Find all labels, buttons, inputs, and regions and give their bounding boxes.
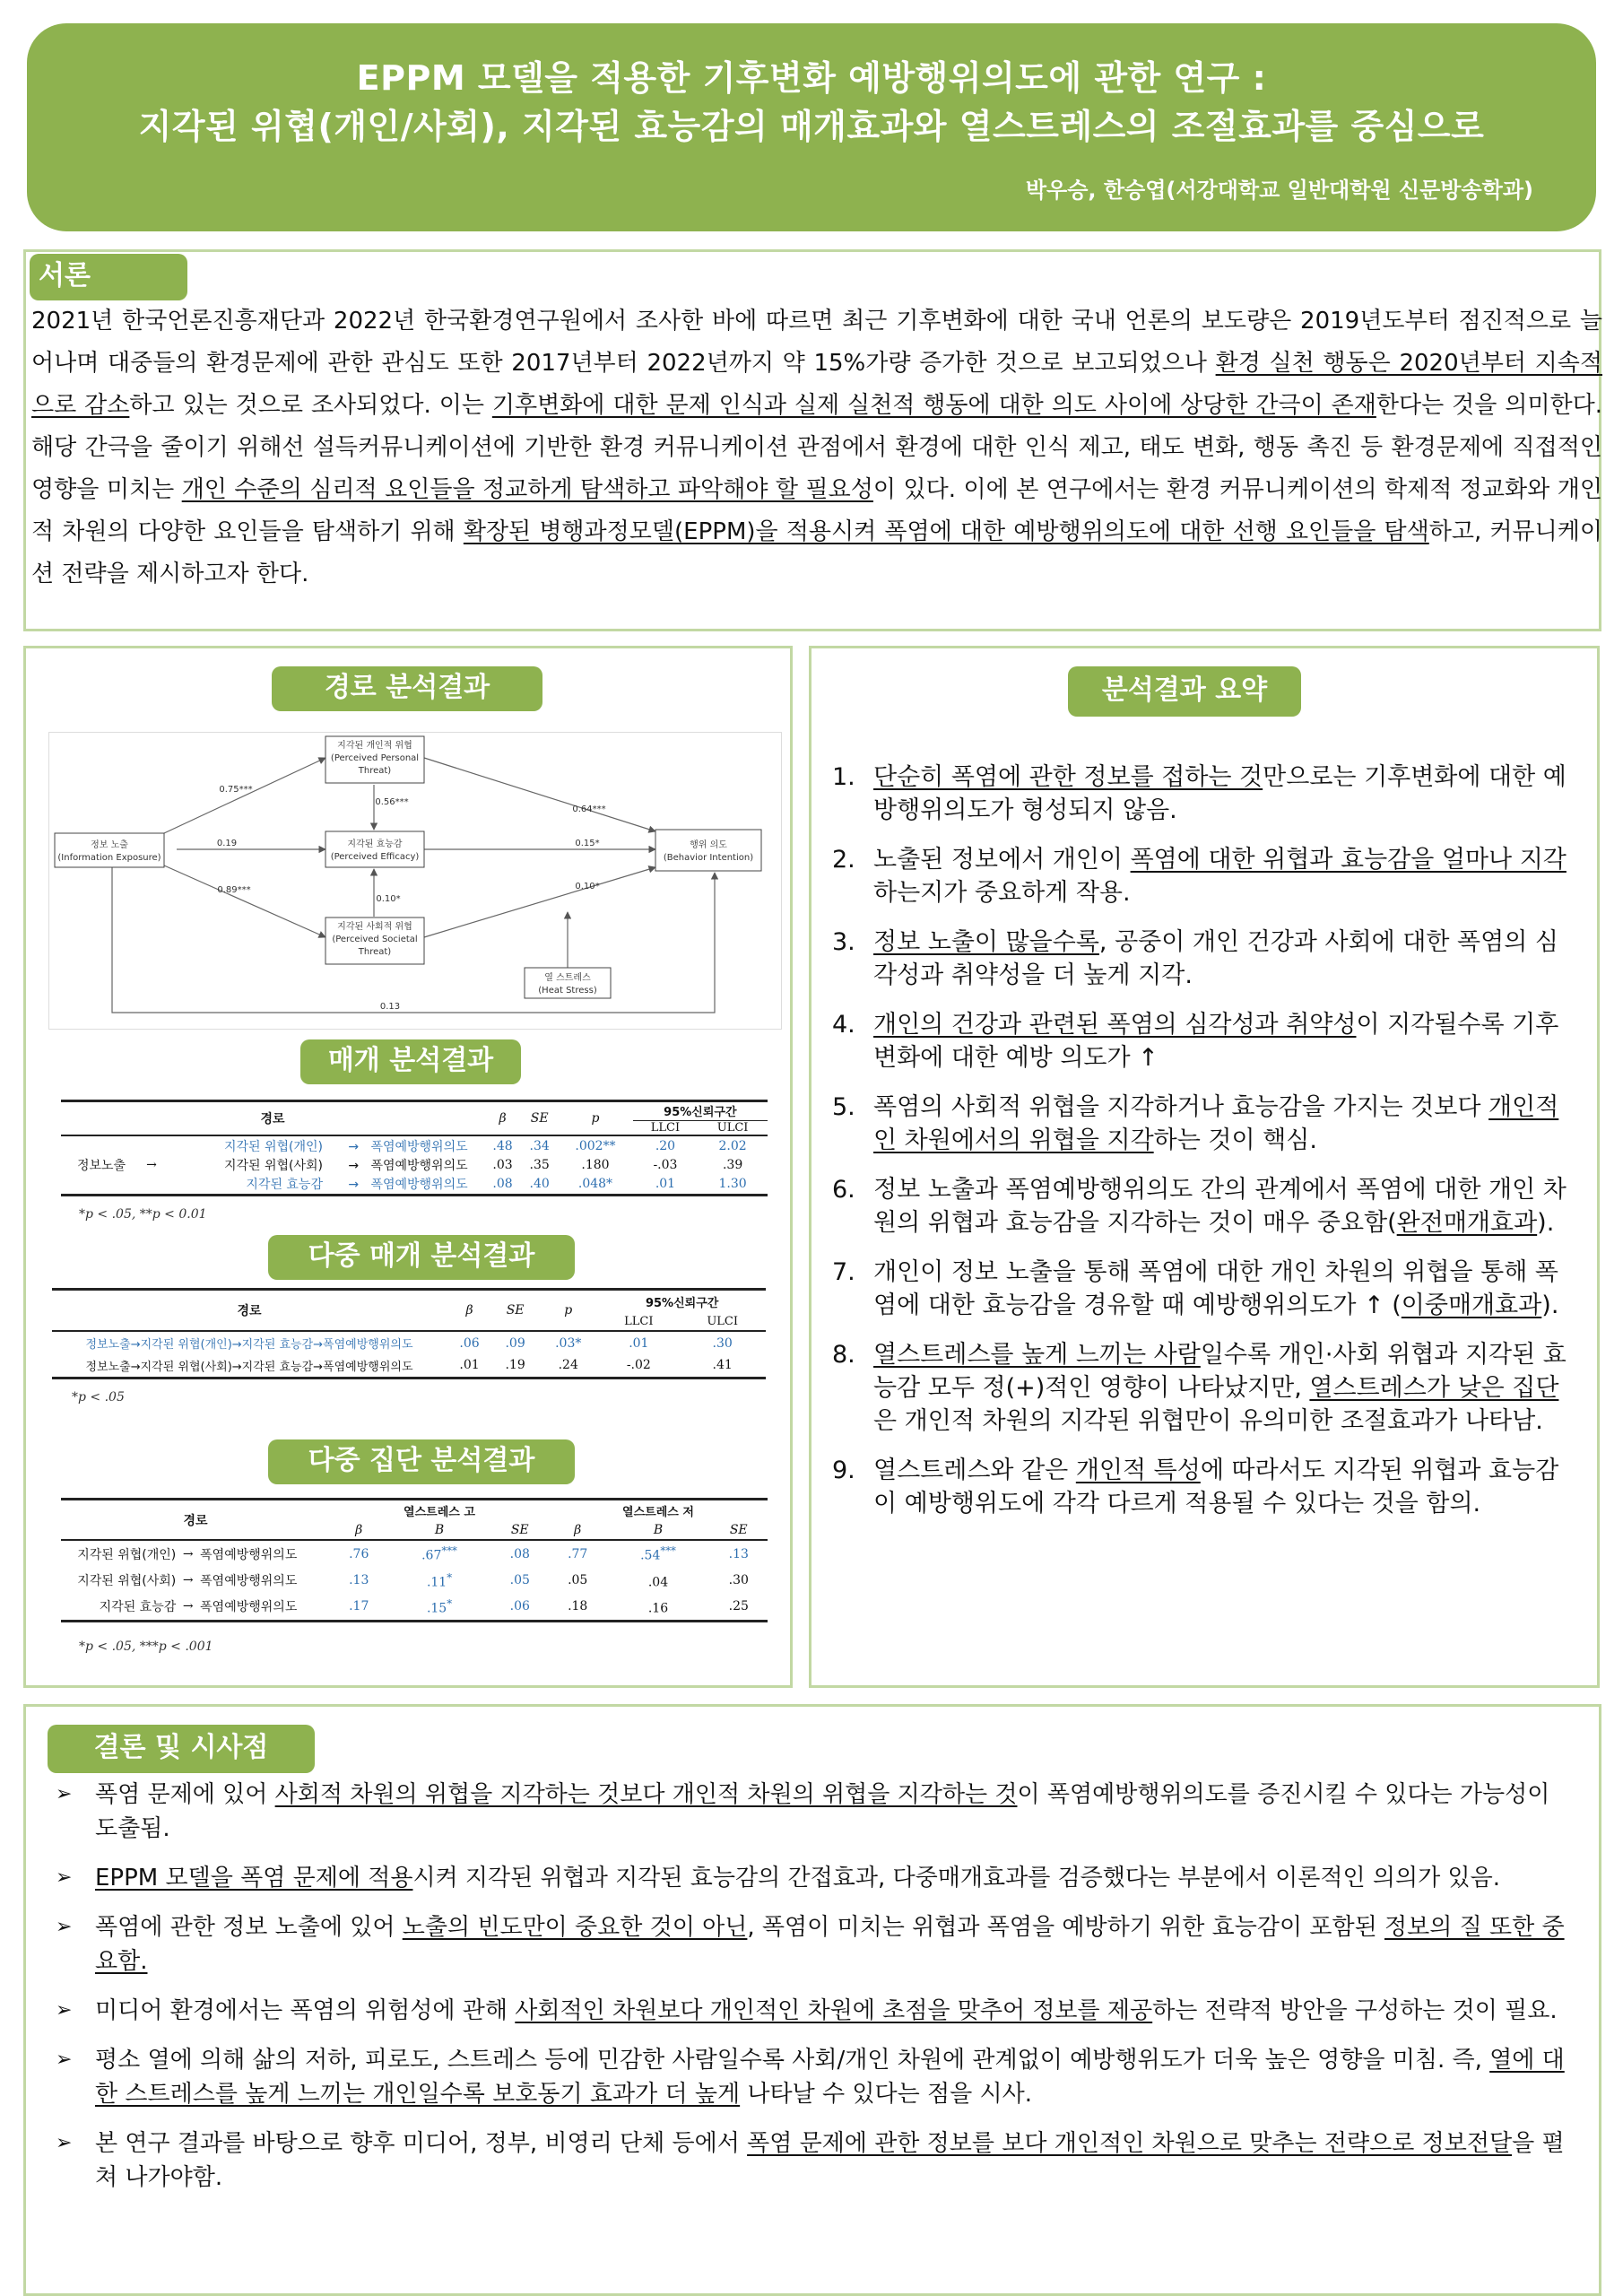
coef-exp-pt: 0.75*** [219,785,253,795]
serial-cell: .01 [459,1358,480,1373]
coef-eff-int: 0.15* [575,839,600,848]
mg-sup: *** [660,1544,676,1558]
emphasized-text: EPPM 모델을 폭염 문제에 적용 [95,1865,413,1892]
conclusion-item [56,1994,1571,2028]
mg-cell: 폭염예방행위의도 [200,1574,298,1588]
summary-item-number: 2. [832,846,855,874]
mg-cell: .67 [421,1548,442,1563]
body-text: , 공중이 개인 건강과 사회에 대한 폭염의 심각성과 취약성을 더 높게 지각. [873,928,1558,989]
mediation-cell: 지각된 효능감 [246,1178,323,1193]
path-diagram-svg [49,733,781,1029]
conclusion-list [56,1778,1571,2210]
mediation-cell: 2.02 [718,1138,747,1153]
summary-item [832,1338,1567,1438]
serial-cell: .09 [505,1335,525,1351]
mediation-head-path: 경로 [260,1112,285,1126]
summary-item [832,843,1567,909]
serial-cell: .30 [712,1335,733,1351]
serial-head-ci: 95%신뢰구간 [645,1296,719,1310]
serial-head-ulci: ULCI [707,1314,739,1328]
mg-head-path: 경로 [183,1513,208,1528]
mediation-head-ulci: ULCI [716,1120,749,1135]
mediation-cell: .34 [529,1138,550,1153]
eff-label-2: (Perceived Efficacy) [330,852,420,862]
body-text: 하는 전략적 방안을 구성하는 것이 필요. [1152,1997,1558,2024]
body-text: 만으로는 기후변화에 대한 예방행위의도가 형성되지 않음. [873,763,1567,824]
mg-head-h-b: B [434,1522,445,1537]
mg-head-high: 열스트레스 고 [404,1505,475,1519]
mediation-source-arrow: → [146,1157,157,1172]
mediation-cell: 폭염예방행위의도 [370,1178,468,1193]
emphasized-text: 단순히 폭염에 관한 정보를 접하는 것 [873,763,1263,791]
summary-item [832,1256,1567,1322]
int-label-2: (Behavior Intention) [663,853,754,863]
mediation-arrow: → [348,1178,360,1193]
serial-mediation-table [52,1288,766,1379]
conclusion-item [56,1861,1571,1895]
mg-cell: .18 [568,1599,588,1614]
st-label-3: Threat) [358,947,392,957]
intro-section [23,249,1601,631]
pt-label-1: 지각된 개인적 위협 [337,741,412,751]
conclusion-item [56,2043,1571,2111]
mg-cell: .11 [426,1575,447,1590]
arrow-pt-int [424,758,655,831]
arrow-bullet-icon: ➢ [56,1866,73,1889]
path-analysis-heading: 경로 분석결과 [272,666,542,711]
body-text: 은 개인적 차원의 지각된 위협만이 유의미한 조절효과가 나타남. [873,1407,1543,1435]
coef-st-int: 0.10* [575,882,600,891]
title-line-1: EPPM 모델을 적용한 기후변화 예방행위의도에 관한 연구 : [356,58,1267,98]
summary-item [832,1173,1567,1239]
summary-item-number: 6. [832,1176,855,1204]
emphasized-text: 기후변화에 대한 문제 인식과 실제 실천적 행동에 대한 의도 사이에 상당한 간극이 존재 [491,392,1376,419]
serial-mediation-heading: 다중 매개 분석결과 [268,1235,575,1280]
emphasized-text: 이중매개효과 [1401,1292,1542,1319]
body-text: 노출된 정보에서 개인이 [873,846,1131,874]
mg-head-h-se: SE [510,1522,529,1537]
summary-list [832,761,1567,1536]
body-text: , 폭염이 미치는 위협과 폭염을 예방하기 위한 효능감이 포함된 [747,1914,1384,1941]
coef-pt-int: 0.64*** [572,804,606,814]
body-text: 하고 있는 것으로 조사되었다. 이는 [129,392,492,419]
emphasized-text: 열에 대한 스트레스를 높게 느끼는 개인일수록 보호동기 효과가 더 높게 [95,2047,1565,2108]
mg-head-h-beta: β [355,1522,363,1537]
mediation-arrow: → [348,1159,360,1173]
mediation-cell: 1.30 [718,1177,747,1192]
body-text: 개인이 정보 노출을 통해 폭염에 대한 개인 차원의 위협을 통해 폭염에 대한 효능감을 경유할 때 예방행위의도가 ↑ ( [873,1258,1558,1319]
serial-cell: .19 [505,1358,525,1373]
emphasized-text: 폭염 문제에 관한 정보를 보다 개인적인 차원으로 맞추는 전략으로 정보전달 [747,2130,1513,2157]
mg-cell: .30 [728,1573,749,1587]
emphasized-text: 확장된 병행과정모델(EPPM)을 적용시켜 폭염에 대한 예방행위의도에 대한 선행 요인들을 탐색 [463,518,1429,545]
pt-label-3: Threat) [358,766,392,776]
mg-cell: .05 [509,1573,530,1587]
mediation-cell: .40 [529,1177,550,1192]
mg-cell: .54 [640,1548,661,1563]
mg-cell: .05 [568,1573,588,1587]
summary-item-number: 3. [832,928,855,956]
serial-cell: 정보노출→지각된 위협(개인)→지각된 효능감→폭염예방행위의도 [85,1338,413,1352]
body-text: 미디어 환경에서는 폭염의 위험성에 관해 [95,1997,516,2024]
arrow-st-int [424,867,655,937]
mg-head-low: 열스트레스 저 [622,1505,694,1519]
mediation-cell: 지각된 위협(사회) [223,1159,323,1173]
conclusion-item [56,2126,1571,2195]
exp-label-1: 정보 노출 [91,840,128,850]
body-text: 시켜 지각된 위협과 지각된 효능감의 간접효과, 다중매개효과를 검증했다는 부분에서 이론적인 의의가 있음. [412,1865,1500,1892]
conclusion-heading: 결론 및 시사점 [48,1725,315,1773]
serial-cell: 정보노출→지각된 위협(사회)→지각된 효능감→폭염예방행위의도 [85,1360,413,1374]
mediation-note: *p < .05, **p < 0.01 [79,1207,207,1222]
mediation-cell: .35 [529,1158,550,1172]
summary-item [832,926,1567,992]
exp-label-2: (Information Exposure) [57,853,161,863]
mediation-head-p: p [591,1111,600,1126]
serial-cell: .06 [459,1335,480,1351]
mg-cell: .77 [568,1546,588,1561]
mg-sup: *** [441,1544,457,1558]
serial-row [52,1331,766,1354]
heat-label-1: 열 스트레스 [544,973,591,983]
mediation-head-llci: LLCI [650,1120,681,1135]
summary-item [832,1454,1567,1520]
emphasized-text: 완전매개효과 [1396,1209,1538,1237]
body-text: 2021년 한국언론진흥재단과 2022년 한국환경연구원에서 조사한 바에 따르면 최근 기후변화에 대한 국내 언론의 보도량은 2019년도부터 점진적으로 늘어나며 대중들의 환경문제에 관한 관심도 또한 2017년부터 2022년까지 약 15%가량 증가한 것으로 보고되었으나 [31,308,1602,377]
emphasized-text: 정보 노출이 많을수록 [873,928,1099,956]
body-text: 하는 것이 핵심. [1153,1126,1317,1154]
mg-head-l-b: B [653,1522,664,1537]
summary-heading: 분석결과 요약 [1068,666,1301,717]
body-text: 본 연구 결과를 바탕으로 향후 미디어, 정부, 비영리 단체 등에서 [95,2130,748,2157]
mg-row [61,1594,768,1621]
mediation-cell: .39 [722,1158,743,1172]
intro-heading: 서론 [30,254,187,300]
emphasized-text: 열스트레스를 높게 느끼는 사람 [873,1341,1201,1369]
mg-sup: * [447,1570,453,1584]
authors: 박우승, 한승엽(서강대학교 일반대학원 신문방송학과) [1025,178,1533,203]
mediation-cell: 지각된 위협(개인) [223,1139,323,1154]
body-text: 이 폭염예방행위의도를 증진시킬 수 있다는 가능성이 도출됨. [95,1781,1550,1842]
coef-exp-st: 0.89*** [217,885,251,895]
body-text: 을 펼쳐 나가야함. [95,2130,1565,2191]
mg-cell: .06 [509,1599,530,1614]
body-text: 하는지가 중요하게 작용. [873,879,1131,907]
int-label-1: 행위 의도 [690,840,727,850]
coef-pt-eff: 0.56*** [375,797,409,807]
serial-head-path: 경로 [237,1304,262,1318]
mediation-cell: 폭염예방행위의도 [370,1159,468,1173]
mg-cell: .16 [647,1601,669,1616]
mg-cell: .17 [349,1599,369,1614]
mg-cell: .13 [349,1573,369,1587]
body-text: ). [1541,1292,1559,1319]
mediation-cell: .048* [577,1177,613,1192]
mg-cell: .04 [647,1575,669,1590]
mediation-cell: .180 [581,1158,610,1172]
mg-cell: .13 [728,1546,749,1561]
mediation-head-beta: β [499,1111,507,1126]
heat-label-2: (Heat Stress) [538,986,597,996]
body-text: 한다는 것을 의미한다. 해당 간극을 줄이기 위해선 설득커뮤니케이션에 기반한 환경 커뮤니케이션 관점에서 환경에 대한 인식 제고, 태도 변화, 행동 촉진 등 환경문제에 직접적인 영향을 미치는 [31,392,1602,503]
coef-exp-eff: 0.19 [216,839,238,848]
coef-st-eff: 0.10* [376,894,401,904]
emphasized-text: 사회적 차원의 위협을 지각하는 것보다 개인적 차원의 위협을 지각하는 것 [274,1781,1018,1808]
mediation-head-se: SE [530,1111,549,1126]
multigroup-table [61,1498,768,1622]
mediation-table [61,1100,768,1196]
st-label-2: (Perceived Societal [332,935,418,944]
body-text: 하고, 커뮤니케이션 전략을 제시하고자 한다. [31,518,1602,587]
summary-item-number: 1. [832,763,855,791]
arrow-bullet-icon: ➢ [56,1999,73,2022]
body-text: 열스트레스와 같은 [873,1457,1076,1484]
summary-item-number: 7. [832,1258,855,1286]
coef-exp-int: 0.13 [379,1002,401,1012]
body-text: 일수록 개인·사회 위협과 지각된 효능감 모두 정(+)적인 영향이 나타났지만, [873,1341,1567,1402]
emphasized-text: 환경 실천 행동은 2020년부터 지속적으로 감소 [31,350,1602,419]
eff-label-1: 지각된 효능감 [347,839,403,849]
arrow-exp-st [164,865,325,937]
mg-cell: 지각된 위협(개인) [77,1547,177,1562]
body-text: 폭염의 사회적 위협을 지각하거나 효능감을 가지는 것보다 [873,1093,1489,1121]
summary-item [832,1008,1567,1074]
pt-label-2: (Perceived Personal [330,753,420,763]
mediation-cell: 폭염예방행위의도 [370,1139,468,1154]
summary-item [832,761,1567,827]
node-intention [655,830,761,871]
body-text: 이 있다. 이에 본 연구에서는 환경 커뮤니케이션의 학제적 정교화와 개인적 차원의 다양한 요인들을 탐색하기 위해 [31,476,1602,545]
mediation-cell: .20 [655,1138,676,1153]
mg-cell: 폭염예방행위의도 [200,1600,298,1615]
mg-cell: 지각된 위협(사회) [77,1574,177,1588]
arrow-bullet-icon: ➢ [56,1916,73,1938]
mg-row [61,1540,768,1567]
emphasized-text: 개인적 특성 [1075,1457,1201,1484]
mediation-cell: -.03 [653,1158,678,1172]
mediation-row [61,1155,768,1175]
mg-cell: .08 [509,1546,530,1561]
mediation-cell: .002** [575,1138,616,1153]
body-text: 에 따라서도 지각된 위협과 효능감이 예방행위도에 각각 다르게 적용될 수 있다는 것을 함의. [873,1457,1559,1518]
mg-cell: 지각된 효능감 [99,1600,177,1615]
mediation-cell: .01 [655,1177,676,1192]
mg-cell: → [182,1599,194,1614]
emphasized-text: 노출의 빈도만이 중요한 것이 아닌 [402,1914,748,1941]
mg-sup: * [447,1596,453,1610]
emphasized-text: 개인적인 차원에서의 위협을 지각 [873,1093,1559,1154]
serial-cell: .41 [712,1358,733,1373]
mg-head-l-beta: β [574,1522,582,1537]
emphasized-text: 정보의 질 또한 중요함. [95,1914,1565,1975]
multigroup-note: *p < .05, ***p < .001 [79,1639,213,1654]
conclusion-item [56,1778,1571,1846]
emphasized-text: 열스트레스가 낮은 집단 [1309,1374,1559,1402]
mg-cell: 폭염예방행위의도 [200,1547,298,1562]
serial-cell: -.02 [626,1358,651,1373]
summary-item [832,1091,1567,1157]
mediation-arrow: → [348,1139,360,1154]
emphasized-text: 개인 수준의 심리적 요인들을 정교하게 탐색하고 파악해야 할 필요성 [181,476,873,503]
summary-item-number: 4. [832,1011,855,1039]
arrow-exp-pt [164,758,325,833]
title-line-2: 지각된 위협(개인/사회), 지각된 효능감의 매개효과와 열스트레스의 조절효과를 중심으로 [138,107,1485,146]
mediation-cell: .48 [492,1138,513,1153]
st-label-1: 지각된 사회적 위협 [337,922,412,932]
body-text: 폭염 문제에 있어 [95,1781,275,1808]
arrow-bullet-icon: ➢ [56,2132,73,2154]
mg-cell: .76 [349,1546,369,1561]
mediation-heading: 매개 분석결과 [300,1039,521,1084]
emphasized-text: 폭염에 대한 위협과 효능감을 얼마나 지각 [1130,846,1567,874]
mediation-row [61,1175,768,1195]
mg-cell: → [182,1546,194,1561]
emphasized-text: 개인의 건강과 관련된 폭염의 심각성과 취약성 [873,1011,1357,1039]
serial-cell: .03* [555,1335,582,1351]
summary-item-number: 9. [832,1457,855,1484]
mediation-row [61,1135,768,1155]
body-text: ). [1537,1209,1555,1237]
poster-header [27,23,1596,231]
serial-cell: .01 [629,1335,649,1351]
serial-head-p: p [564,1303,573,1318]
summary-item-number: 5. [832,1093,855,1121]
body-text: 폭염에 관한 정보 노출에 있어 [95,1914,403,1941]
mg-head-l-se: SE [729,1522,748,1537]
body-text: 평소 열에 의해 삶의 저하, 피로도, 스트레스 등에 민감한 사람일수록 사회/개인 차원에 관계없이 예방행위도가 더욱 높은 영향을 미침. 즉, [95,2047,1490,2074]
conclusion-item [56,1910,1571,1979]
mediation-head-ci: 95%신뢰구간 [633,1101,768,1121]
path-diagram [48,732,782,1030]
body-text: 이 지각될수록 기후변화에 대한 예방 의도가 ↑ [873,1011,1559,1072]
serial-head-beta: β [465,1303,473,1318]
mg-row [61,1567,768,1594]
mediation-cell: .03 [492,1158,513,1172]
serial-head-llci: LLCI [624,1314,654,1328]
serial-cell: .24 [558,1358,578,1373]
mg-cell: .25 [728,1599,749,1614]
arrow-bullet-icon: ➢ [56,1783,73,1805]
body-text: 정보 노출과 폭염예방행위의도 간의 관계에서 폭염에 대한 개인 차원의 위협과 효능감을 지각하는 것이 매우 중요함( [873,1176,1567,1237]
mediation-cell: .08 [492,1177,513,1192]
arrow-bullet-icon: ➢ [56,2048,73,2071]
summary-item-number: 8. [832,1341,855,1369]
node-efficacy [325,831,424,867]
serial-note: *p < .05 [72,1390,125,1405]
serial-row [52,1354,766,1378]
intro-paragraph [31,300,1602,596]
mediation-source: 정보노출 [76,1158,126,1173]
emphasized-text: 사회적인 차원보다 개인적인 차원에 초점을 맞추어 정보를 제공 [515,1997,1153,2024]
serial-head-se: SE [506,1303,525,1318]
mg-cell: → [182,1573,194,1587]
body-text: 나타날 수 있다는 점을 시사. [740,2081,1033,2108]
multigroup-heading: 다중 집단 분석결과 [268,1439,575,1484]
mg-cell: .15 [426,1601,447,1616]
